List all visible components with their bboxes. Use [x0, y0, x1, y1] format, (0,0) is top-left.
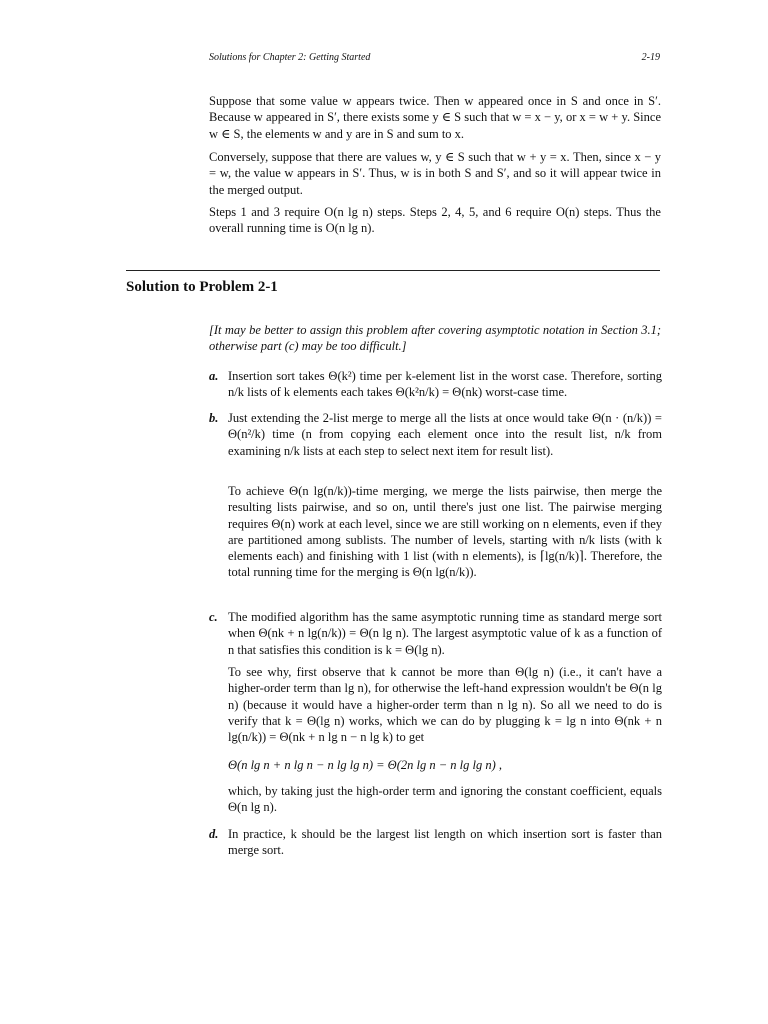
- part-d-label: d.: [209, 827, 219, 841]
- page-number: 2-19: [641, 52, 660, 63]
- part-c-paragraph-1: The modified algorithm has the same asymptotic running time as standard merge sort when Θ(nk + n lg(n/k)) = Θ(n lg n). The largest asymptotic value of k as a function of n that satisfies this condition is k = Θ(lg n).: [228, 610, 662, 657]
- part-c-paragraph-3: which, by taking just the high-order term and ignoring the constant coefficient, equals Θ(n lg n).: [228, 784, 662, 815]
- intro-paragraph-2: Conversely, suppose that there are values w, y ∈ S such that w + y = x. Then, since x − y = w, the value w appears in S′. Thus, w is in both S and S′, and so it will appear twice in the merged output.: [209, 150, 661, 197]
- part-d-paragraph: In practice, k should be the largest list length on which insertion sort is faster than merge sort.: [228, 827, 662, 858]
- part-b-paragraph-1: Just extending the 2-list merge to merge all the lists at once would take Θ(n · (n/k)) = Θ(n²/k) time (n from copying each element once into the result list, n/k from examining n/k lists at each step to select next item for result list).: [228, 411, 662, 458]
- running-header: [209, 52, 660, 63]
- instructor-note: [It may be better to assign this problem after covering asymptotic notation in Section 3.1; otherwise part (c) may be too difficult.]: [209, 323, 661, 354]
- part-c-label: c.: [209, 610, 218, 624]
- intro-paragraph-3: Steps 1 and 3 require O(n lg n) steps. Steps 2, 4, 5, and 6 require O(n) steps. Thus the overall running time is O(n lg n).: [209, 205, 661, 236]
- part-b-paragraph-2: To achieve Θ(n lg(n/k))-time merging, we merge the lists pairwise, then merge the resulting lists pairwise, and so on, until there's just one list. The pairwise merging requires Θ(n) work at each level, since we are still working on n elements, even if they are partitioned among sublists. The number of levels, starting with n/k lists (with k elements each) and finishing with 1 list (with n elements), is ⌈lg(n/k)⌉. Therefore, the total running time for the merging is Θ(n lg(n/k)).: [228, 484, 662, 580]
- intro-paragraph-1: Suppose that some value w appears twice. Then w appeared once in S and once in S′. Because w appeared in S′, there exists some y ∈ S such that w = x − y, or x = w + y. Since w ∈ S, the elements w and y are in S and sum to x.: [209, 94, 661, 141]
- part-a-label: a.: [209, 369, 219, 383]
- part-c-paragraph-2: To see why, first observe that k cannot be more than Θ(lg n) (i.e., it can't have a higher-order term than lg n), for otherwise the left-hand expression wouldn't be Θ(n lg n) (because it would have a higher-order term than n lg n). So all we need to do is verify that k = Θ(lg n) works, which we can do by plugging k = lg n into Θ(nk + n lg(n/k)) = Θ(nk + n lg n − n lg k) to get: [228, 665, 662, 745]
- section-title: Solution to Problem 2-1: [126, 279, 278, 295]
- part-c-equation: Θ(n lg n + n lg n − n lg lg n) = Θ(2n lg n − n lg lg n) ,: [228, 758, 503, 772]
- part-a-paragraph: Insertion sort takes Θ(k²) time per k-element list in the worst case. Therefore, sorting n/k lists of k elements each takes Θ(k²n/k) = Θ(nk) worst-case time.: [228, 369, 662, 400]
- section-divider: [126, 270, 660, 271]
- chapter-title: Solutions for Chapter 2: Getting Started: [209, 52, 371, 63]
- part-b-label: b.: [209, 411, 219, 425]
